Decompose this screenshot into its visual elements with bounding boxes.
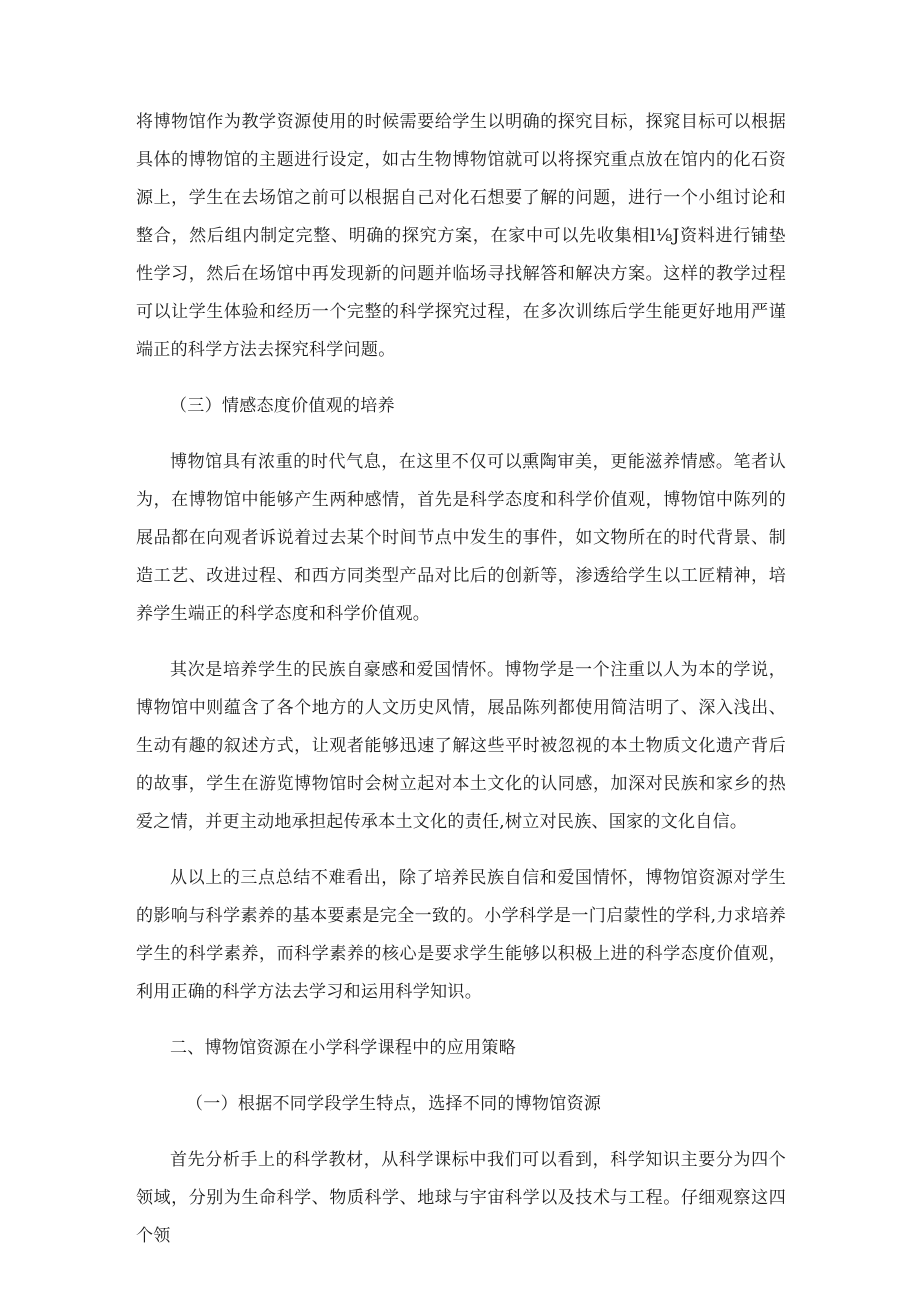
chapter-heading-application-strategy: 二、博物馆资源在小学科学课程中的应用策略 [170, 1038, 516, 1058]
paragraph-museum-emotions: 博物馆具有浓重的时代气息，在这里不仅可以熏陶审美，更能滋养情感。笔者认为，在博物馆中能够产生两种感情，首先是科学态度和科学价值观，博物馆中陈列的展品都在向观者诉说着过去某个时间节点中发生的事件，如文物所在的时代背景、制造工艺、改进过程、和西方同类型产品对比后的创新等，渗透给学生以工匠精神，培养学生端正的科学态度和科学价值观。 [136, 452, 786, 624]
document-body [136, 103, 786, 1255]
paragraph-textbook-analysis: 首先分析手上的科学教材，从科学课标中我们可以看到，科学知识主要分为四个领域，分别为生命科学、物质科学、地球与宇宙科学以及技术与工程。仔细观察这四个领 [136, 1150, 786, 1246]
section-heading-emotion-values: （三）情感态度价值观的培养 [170, 396, 395, 416]
paragraph-national-pride: 其次是培养学生的民族自豪感和爱国情怀。博物学是一个注重以人为本的学说，博物馆中则蕴含了各个地方的人文历史风情，展品陈列都使用简洁明了、深入浅出、生动有趣的叙述方式，让观者能够迅速了解这些平时被忽视的本土物质文化遗产背后的故事，学生在游览博物馆时会树立起对本土文化的认同感，加深对民族和家乡的热爱之情，并更主动地承担起传承本土文化的责任,树立对民族、国家的文化自信。 [136, 660, 786, 832]
paragraph-summary: 从以上的三点总结不难看出，除了培养民族自信和爱国情怀，博物馆资源对学生的影响与科学素养的基本要素是完全一致的。小学科学是一门启蒙性的学科,力求培养学生的科学素养，而科学素养的核心是要求学生能够以积极上进的科学态度价值观，利用正确的科学方法去学习和运用科学知识。 [136, 868, 786, 1002]
paragraph-inquiry-goals: 将博物馆作为教学资源使用的时候需要给学生以明确的探究目标，探窕目标可以根据具体的博物馆的主题进行设定，如古生物博物馆就可以将探究重点放在馆内的化石资源上，学生在去场馆之前可以根据自己对化石想要了解的问题，进行一个小组讨论和整合，然后组内制定完整、明确的探究方案，在家中可以先收集相l⅛J资料进行铺垫性学习，然后在场馆中再发现新的问题并临场寻找解答和解决方案。这样的教学过程可以让学生体验和经历一个完整的科学探究过程，在多次训练后学生能更好地用严谨端正的科学方法去探究科学问题。 [136, 112, 786, 360]
section-heading-choose-resources: （一）根据不同学段学生特点，选择不同的博物馆资源 [186, 1094, 602, 1114]
